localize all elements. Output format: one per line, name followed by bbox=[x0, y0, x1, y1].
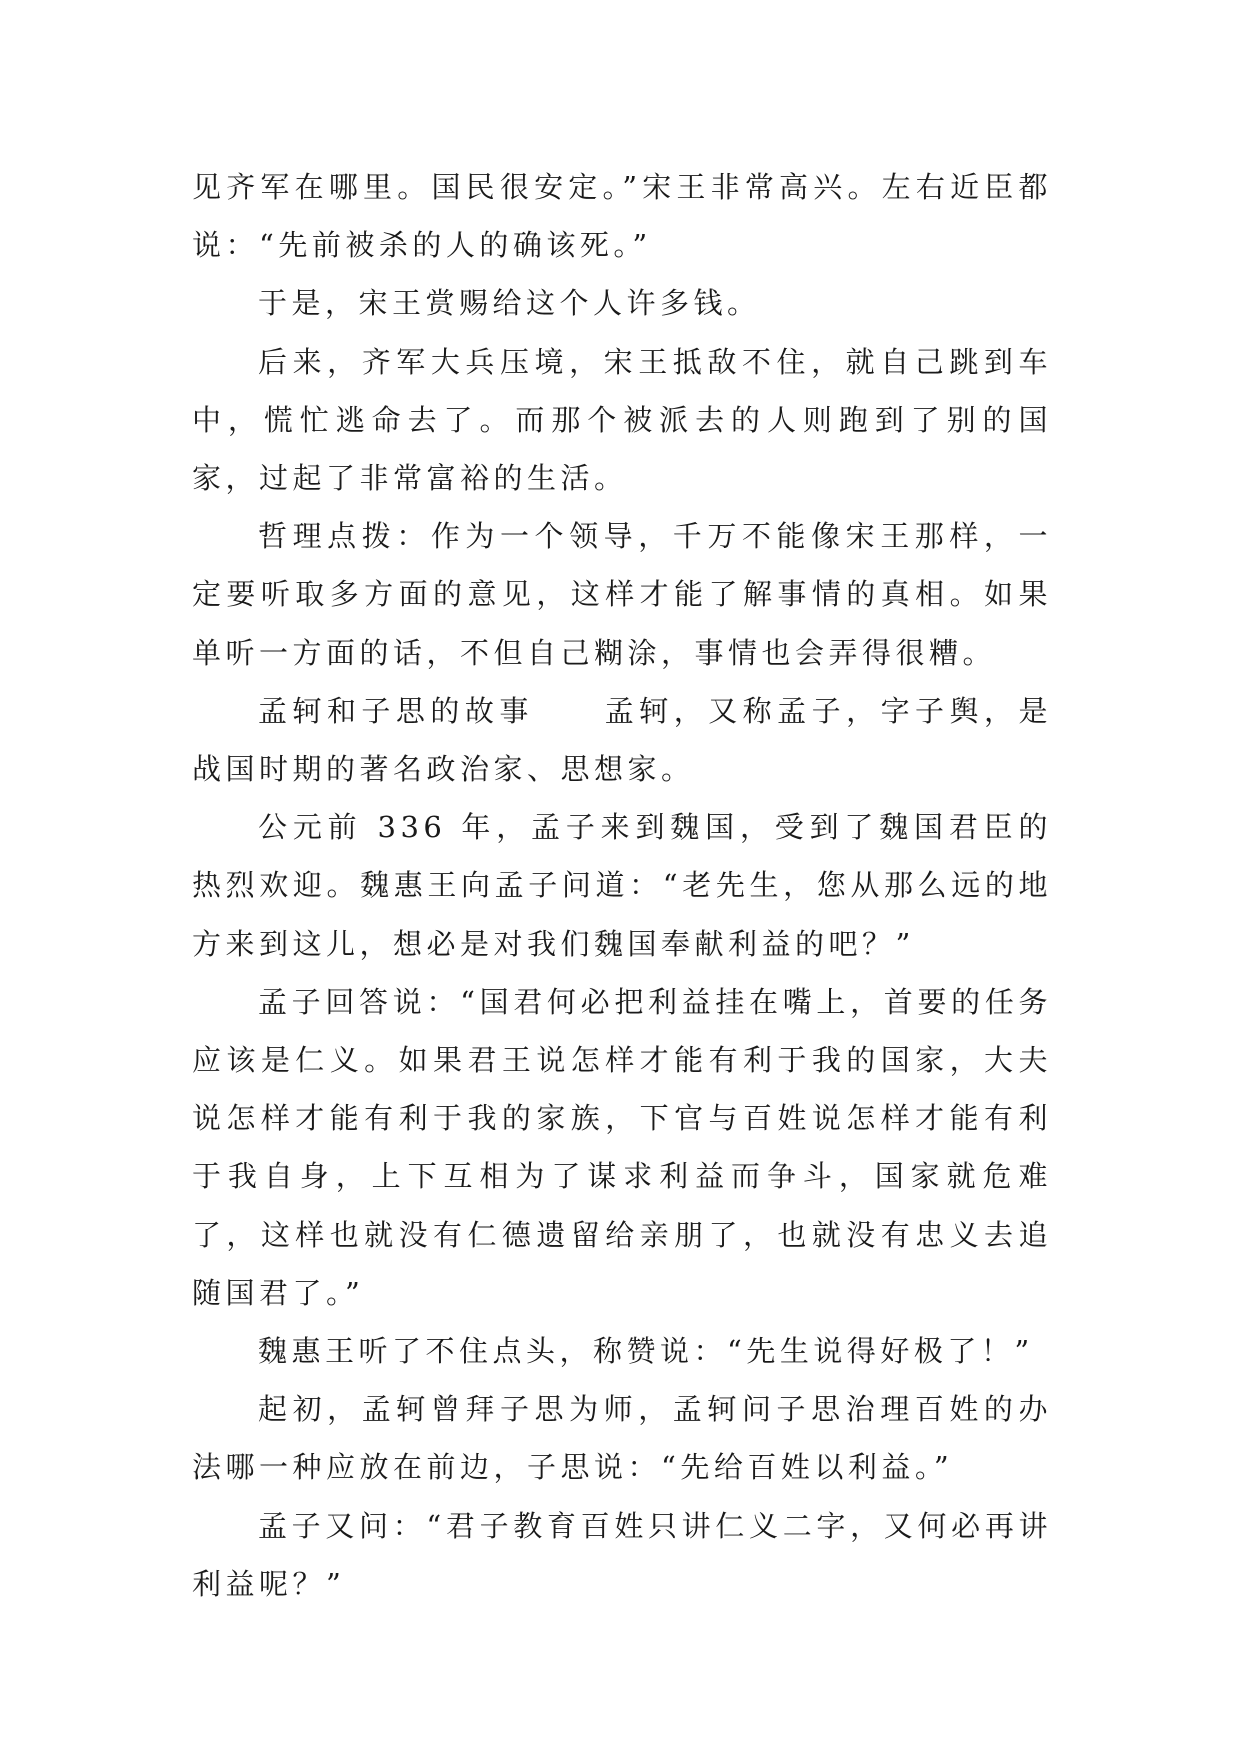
paragraph: 魏惠王听了不住点头，称赞说：“先生说得好极了！” bbox=[258, 1334, 1034, 1369]
paragraph-text: 孟轲，又称孟子，字子舆，是战国时期的著名政治家、思想家。 bbox=[192, 693, 1052, 787]
paragraph: 孟子又问：“君子教育百姓只讲仁义二字，又何必再讲利益呢？” bbox=[192, 1508, 1052, 1601]
paragraph: 见齐军在哪里。国民很安定。”宋王非常高兴。左右近臣都说：“先前被杀的人的确该死。” bbox=[192, 170, 1052, 263]
paragraph: 起初，孟轲曾拜子思为师，孟轲问子思治理百姓的办法哪一种应放在前边，子思说：“先给百姓以利益。” bbox=[192, 1392, 1052, 1485]
paragraph: 孟子回答说：“国君何必把利益挂在嘴上，首要的任务应该是仁义。如果君王说怎样才能有利于我的国家，大夫说怎样才能有利于我的家族，下官与百姓说怎样才能有利于我自身，上下互相为了谋求利益而争斗，国家就危难了，这样也就没有仁德遗留给亲朋了，也就没有忠义去追随国君了。” bbox=[192, 984, 1052, 1310]
paragraph: 于是，宋王赏赐给这个人许多钱。 bbox=[258, 286, 761, 321]
section-heading: 孟轲和子思的故事 bbox=[258, 693, 534, 728]
paragraph-with-heading bbox=[192, 682, 1052, 798]
body-text bbox=[192, 158, 1052, 1613]
paragraph: 公元前 336 年，孟子来到魏国，受到了魏国君臣的热烈欢迎。魏惠王向孟子问道：“老先生，您从那么远的地方来到这儿，想必是对我们魏国奉献利益的吧？” bbox=[192, 810, 1052, 961]
paragraph: 哲理点拨：作为一个领导，千万不能像宋王那样，一定要听取多方面的意见，这样才能了解事情的真相。如果单听一方面的话，不但自己糊涂，事情也会弄得很糟。 bbox=[192, 519, 1052, 670]
paragraph: 后来，齐军大兵压境，宋王抵敌不住，就自己跳到车中，慌忙逃命去了。而那个被派去的人则跑到了别的国家，过起了非常富裕的生活。 bbox=[192, 344, 1052, 496]
